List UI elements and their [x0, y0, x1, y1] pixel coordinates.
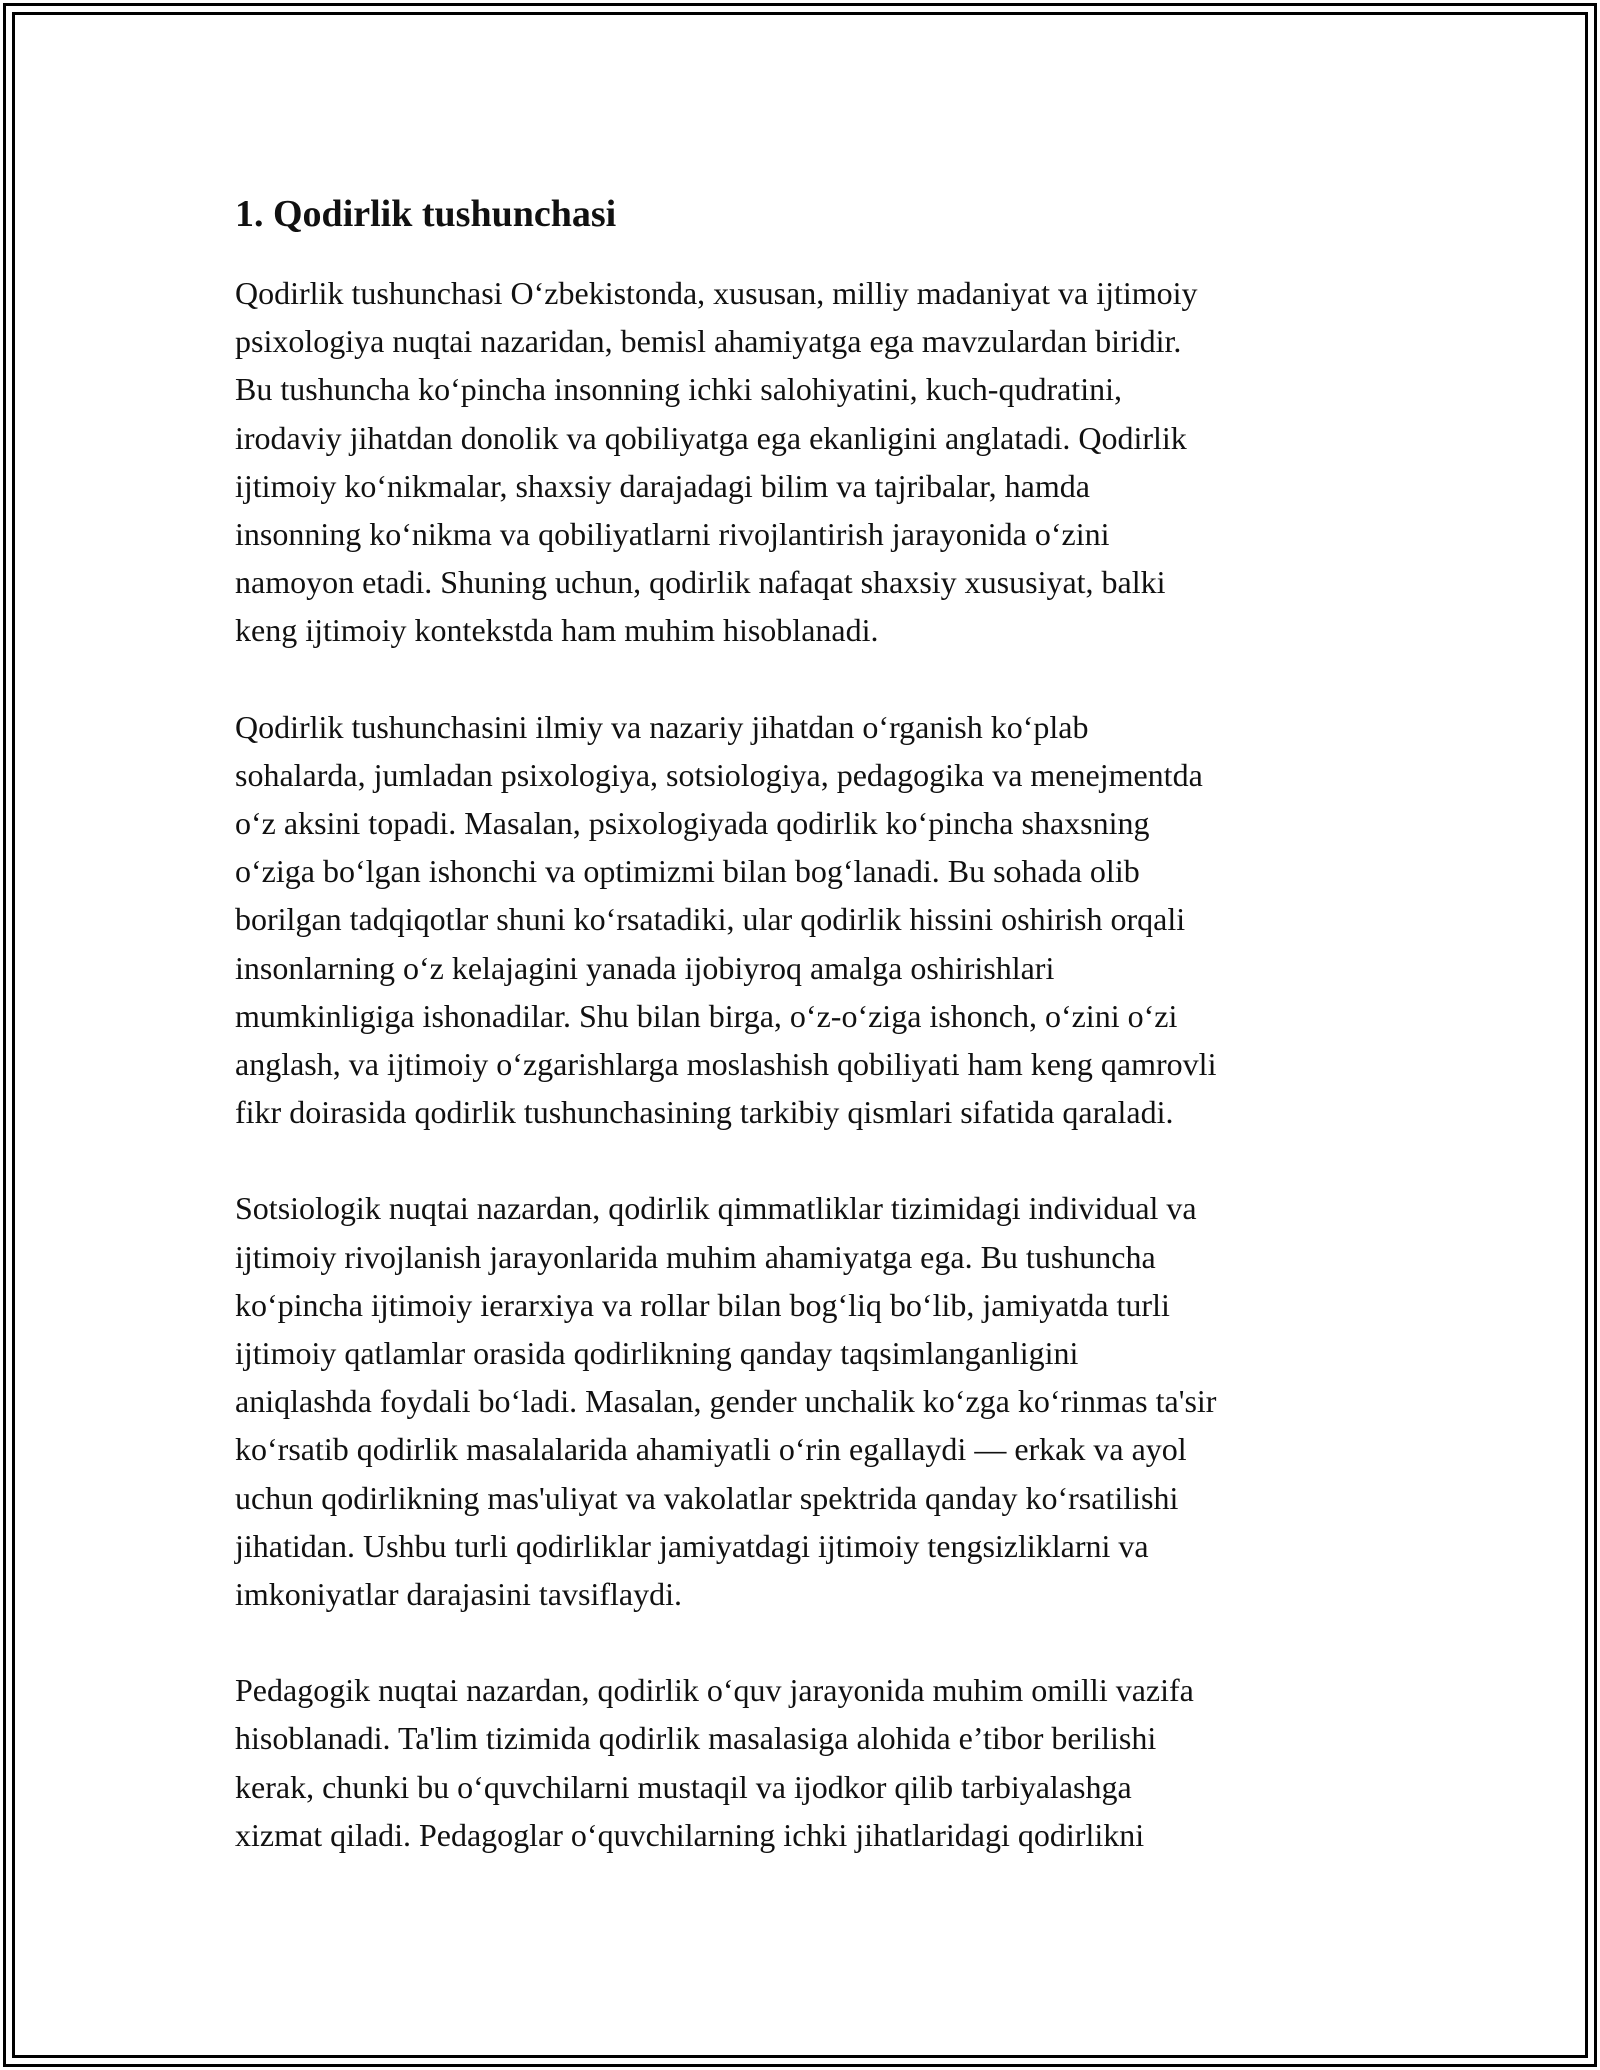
text-line: fikr doirasida qodirlik tushunchasining tarkibiy qismlari sifatida qaraladi. — [235, 1094, 1174, 1131]
text-line: anglash, va ijtimoiy o‘zgarishlarga moslashish qobiliyati ham keng qamrovli — [235, 1046, 1217, 1083]
paragraph-1 — [235, 269, 1365, 655]
text-line: xizmat qiladi. Pedagoglar o‘quvchilarning ichki jihatlaridagi qodirlikni — [235, 1816, 1145, 1853]
paragraph-3 — [235, 1184, 1365, 1618]
paragraph-2 — [235, 703, 1365, 1137]
text-line: sohalarda, jumladan psixologiya, sotsiologiya, pedagogika va menejmentda — [235, 756, 1203, 793]
text-line: jihatidan. Ushbu turli qodirliklar jamiyatdagi ijtimoiy tengsizliklarni va — [235, 1527, 1149, 1564]
text-line: ijtimoiy ko‘nikmalar, shaxsiy darajadagi bilim va tajribalar, hamda — [235, 467, 1090, 504]
document-page — [235, 185, 1365, 1907]
section-heading: 1. Qodirlik tushunchasi — [235, 193, 617, 235]
text-line: o‘ziga bo‘lgan ishonchi va optimizmi bilan bog‘lanadi. Bu sohada olib — [235, 853, 1140, 890]
text-line: imkoniyatlar darajasini tavsiflaydi. — [235, 1576, 682, 1613]
text-line: Qodirlik tushunchasini ilmiy va nazariy jihatdan o‘rganish ko‘plab — [235, 708, 1089, 745]
text-line: Qodirlik tushunchasi O‘zbekistonda, xususan, milliy madaniyat va ijtimoiy — [235, 275, 1198, 311]
paragraph-4 — [235, 1666, 1365, 1859]
text-line: psixologiya nuqtai nazaridan, bemisl ahamiyatga ega mavzulardan biridir. — [235, 323, 1182, 360]
text-line: ko‘rsatib qodirlik masalalarida ahamiyatli o‘rin egallaydi — erkak va ayol — [235, 1431, 1187, 1468]
text-line: ko‘pincha ijtimoiy ierarxiya va rollar bilan bog‘liq bo‘lib, jamiyatda turli — [235, 1286, 1170, 1323]
text-line: namoyon etadi. Shuning uchun, qodirlik nafaqat shaxsiy xususiyat, balki — [235, 564, 1166, 601]
text-line: ijtimoiy rivojlanish jarayonlarida muhim ahamiyatga ega. Bu tushuncha — [235, 1238, 1156, 1275]
text-line: insonlarning o‘z kelajagini yanada ijobiyroq amalga oshirishlari — [235, 949, 1055, 986]
text-line: ijtimoiy qatlamlar orasida qodirlikning qanday taqsimlanganligini — [235, 1335, 1079, 1372]
text-line: hisoblanadi. Ta'lim tizimida qodirlik masalasiga alohida e’tibor berilishi — [235, 1720, 1157, 1757]
text-line: keng ijtimoiy kontekstda ham muhim hisoblanadi. — [235, 612, 879, 649]
text-line: mumkinligiga ishonadilar. Shu bilan birga, o‘z-o‘ziga ishonch, o‘zini o‘zi — [235, 997, 1178, 1034]
text-line: uchun qodirlikning mas'uliyat va vakolatlar spektrida qanday ko‘rsatilishi — [235, 1479, 1179, 1516]
text-line: insonning ko‘nikma va qobiliyatlarni rivojlantirish jarayonida o‘zini — [235, 516, 1110, 553]
text-line: kerak, chunki bu o‘quvchilarni mustaqil va ijodkor qilib tarbiyalashga — [235, 1768, 1132, 1805]
text-line: aniqlashda foydali bo‘ladi. Masalan, gender unchalik ko‘zga ko‘rinmas ta'sir — [235, 1383, 1217, 1420]
text-line: borilgan tadqiqotlar shuni ko‘rsatadiki, ular qodirlik hissini oshirish orqali — [235, 901, 1186, 938]
text-line: o‘z aksini topadi. Masalan, psixologiyada qodirlik ko‘pincha shaxsning — [235, 805, 1150, 842]
text-line: Pedagogik nuqtai nazardan, qodirlik o‘quv jarayonida muhim omilli vazifa — [235, 1672, 1194, 1709]
text-line: irodaviy jihatdan donolik va qobiliyatga ega ekanligini anglatadi. Qodirlik — [235, 419, 1187, 456]
text-line: Sotsiologik nuqtai nazardan, qodirlik qimmatliklar tizimidagi individual va — [235, 1190, 1197, 1227]
text-line: Bu tushuncha ko‘pincha insonning ichki salohiyatini, kuch-qudratini, — [235, 371, 1122, 408]
